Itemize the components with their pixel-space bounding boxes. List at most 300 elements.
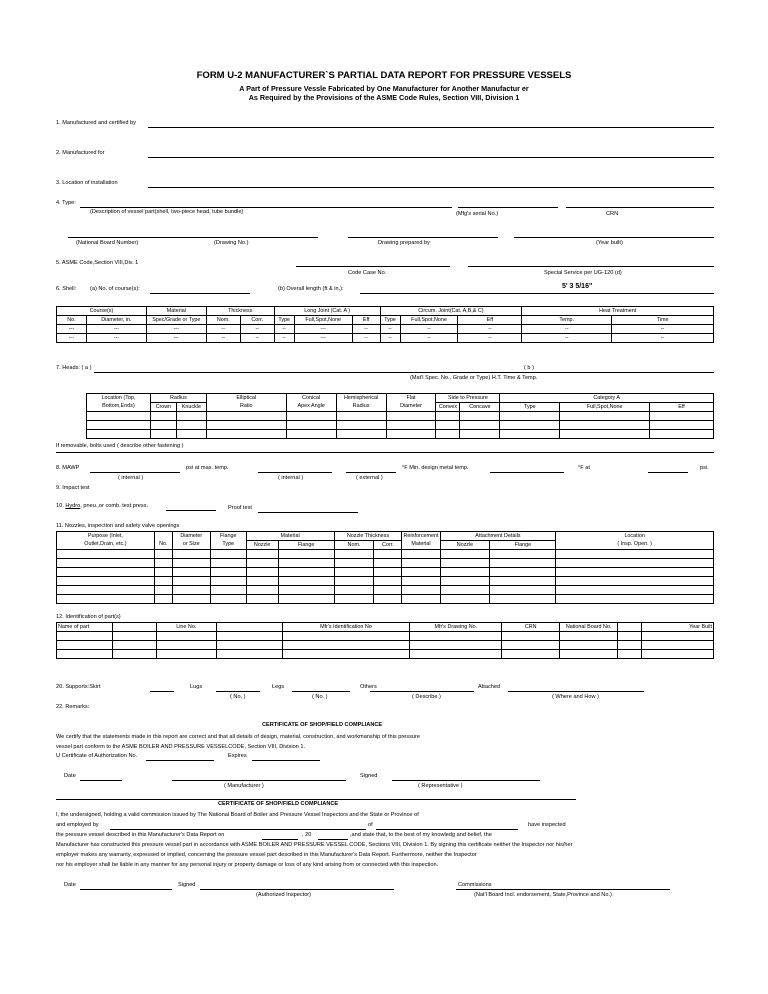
cell[interactable]: --- (86, 325, 146, 334)
ident-col-mfr-id: Mfr's Identification No (282, 623, 410, 632)
cell[interactable] (246, 595, 278, 604)
cert2-date-field[interactable] (80, 889, 172, 890)
cell[interactable] (210, 550, 246, 559)
nozzles-col-attachment: Attachment Details (440, 532, 556, 541)
cell[interactable] (154, 595, 172, 604)
cert2-line4: Manufacturer has constructed this pressure vessel part in accordance with ASME BOILER AND PRESSURE VESSEL CODE, Sections VIII, Division 1. By signing this certificate neither the Inspector nor his/her (56, 842, 573, 848)
cell[interactable] (334, 595, 374, 604)
nozzles-col-reinforcement: Reinforcement (403, 532, 439, 539)
hydro-text: Hydro (65, 503, 81, 509)
cell[interactable] (334, 559, 374, 568)
cell[interactable] (556, 550, 714, 559)
length-value: 5' 3 5/16" (562, 283, 593, 290)
cell[interactable] (402, 577, 440, 586)
cell[interactable]: -- (274, 325, 294, 334)
cell[interactable] (172, 568, 210, 577)
cell[interactable] (440, 568, 490, 577)
crn-field[interactable] (566, 207, 714, 208)
psi-label: psi. (700, 465, 709, 471)
cell[interactable] (642, 641, 714, 650)
cell[interactable]: -- (240, 325, 274, 334)
cert1-title: CERTIFICATE OF SHOP/FIELD COMPLIANCE (262, 722, 383, 728)
table-row (87, 421, 714, 430)
cell[interactable] (57, 641, 113, 650)
form-subtitle-2: As Required by the Provisions of the ASME Code Rules, Section VIII, Division 1 (248, 93, 520, 102)
shell-label: 6. Shell: (56, 286, 77, 292)
cell[interactable] (374, 577, 402, 586)
table-row (57, 586, 714, 595)
cell[interactable]: -- (352, 325, 380, 334)
cell[interactable]: -- (380, 334, 400, 343)
cell[interactable] (642, 632, 714, 641)
prepared-field[interactable] (348, 237, 498, 238)
cell[interactable]: --- (146, 334, 206, 343)
cell[interactable]: -- (240, 334, 274, 343)
type-field[interactable] (80, 207, 452, 208)
cert2-line5: employer makes any warranty, expressed or implied, concerning the pressure vessel part described in this Manufacturer's Data Report. Furthermore, neither the Inspector (56, 852, 477, 858)
no-caption-1: ( No. ) (230, 694, 246, 700)
cell[interactable] (618, 632, 642, 641)
cell[interactable] (650, 412, 714, 421)
cell[interactable] (112, 650, 156, 659)
cell[interactable] (560, 421, 650, 430)
min-temp-field[interactable] (490, 472, 564, 473)
cell[interactable] (642, 650, 714, 659)
cell[interactable]: -- (612, 334, 714, 343)
length-label: (b) Overall length (ft & in.): (278, 286, 344, 292)
cell[interactable] (282, 650, 410, 659)
ident-col-name: Name of part (57, 623, 113, 632)
cell (112, 623, 156, 632)
cell[interactable] (57, 650, 113, 659)
of-field[interactable] (376, 829, 518, 830)
lugs-field[interactable] (216, 691, 260, 692)
cell[interactable] (556, 595, 714, 604)
cell[interactable] (618, 641, 642, 650)
ident-col-board: National Board No. (560, 623, 618, 632)
cell[interactable] (334, 577, 374, 586)
cell[interactable] (334, 586, 374, 595)
table-row (57, 334, 714, 343)
table-row (57, 577, 714, 586)
col-type-2: Type (380, 316, 400, 325)
cell[interactable] (156, 632, 216, 641)
cell[interactable] (210, 559, 246, 568)
cell[interactable] (402, 568, 440, 577)
cell[interactable] (246, 577, 278, 586)
cell[interactable]: -- (612, 325, 714, 334)
cell[interactable] (282, 641, 410, 650)
cell[interactable] (460, 412, 500, 421)
cell[interactable] (556, 559, 714, 568)
mawp-label: 8. MAWP (56, 465, 80, 471)
asme-code-label: 5. ASME Code,Section VIII,Div. 1 (56, 260, 139, 266)
manufactured-for-field[interactable] (148, 157, 714, 158)
location-label: 3. Location of installation (56, 180, 118, 186)
cell[interactable] (560, 412, 650, 421)
cell[interactable] (156, 650, 216, 659)
cell[interactable] (490, 559, 556, 568)
cell[interactable] (87, 430, 151, 439)
others-field[interactable] (370, 691, 474, 692)
cell[interactable] (246, 550, 278, 559)
cell[interactable] (410, 632, 502, 641)
cell[interactable] (460, 421, 500, 430)
cell[interactable] (436, 412, 460, 421)
heads-col-hemispherical: Hemispherical (336, 394, 386, 403)
cell[interactable] (336, 421, 386, 430)
cell[interactable] (87, 412, 151, 421)
cell[interactable]: --- (294, 334, 352, 343)
cell[interactable]: -- (206, 334, 240, 343)
cell[interactable] (336, 412, 386, 421)
heads-sub-convex: Convex (436, 403, 460, 412)
cert1-date-field[interactable] (80, 780, 122, 781)
cell[interactable] (57, 550, 155, 559)
cell[interactable] (556, 568, 714, 577)
cell[interactable] (246, 568, 278, 577)
cell[interactable] (216, 641, 282, 650)
cell[interactable] (560, 430, 650, 439)
proof-test-field[interactable] (258, 512, 358, 513)
cell[interactable] (500, 430, 560, 439)
cell[interactable] (336, 430, 386, 439)
length-field[interactable] (360, 293, 714, 294)
cell[interactable] (386, 412, 436, 421)
cell[interactable] (206, 412, 286, 421)
cell[interactable] (172, 586, 210, 595)
cell[interactable] (460, 430, 500, 439)
nozzles-col-flange: Flange (210, 532, 246, 541)
cell[interactable] (57, 559, 155, 568)
cert1-line2: vessel part conform to the ASME BOILER AND PRESSURE VESSELCODE, Section VIII, Division 1. (56, 744, 306, 750)
cell[interactable]: --- (86, 334, 146, 343)
manufacturer-field[interactable] (172, 780, 346, 781)
mawp-internal-field[interactable] (90, 472, 180, 473)
cell[interactable] (410, 641, 502, 650)
nozzles-sub-nom: Nom. (334, 541, 374, 550)
cell[interactable] (502, 632, 560, 641)
heads-sub-ratio: Ratio (206, 403, 286, 412)
where-caption: ( Where and How ) (552, 694, 599, 700)
cell[interactable] (440, 559, 490, 568)
cell[interactable] (150, 412, 176, 421)
cell[interactable] (154, 577, 172, 586)
heads-col-flat: Flat (386, 394, 436, 403)
identification-label: 12. Identification of part(s) (56, 614, 121, 620)
cell[interactable]: -- (522, 334, 612, 343)
cell[interactable] (176, 412, 206, 421)
test-press-field[interactable] (166, 510, 216, 511)
table-row (57, 650, 714, 659)
type-label: 4. Type: (56, 200, 76, 206)
cell[interactable] (490, 568, 556, 577)
cell[interactable] (440, 577, 490, 586)
cell[interactable] (650, 421, 714, 430)
external-caption: ( external ) (356, 475, 383, 481)
cell[interactable] (490, 595, 556, 604)
col-full-spot: Full,Spot,None (294, 316, 352, 325)
inspector-field[interactable] (200, 889, 394, 890)
cell[interactable] (172, 559, 210, 568)
heads-b-field[interactable] (410, 372, 714, 373)
cell[interactable] (374, 595, 402, 604)
attached-label: Attached (478, 684, 501, 690)
cell[interactable]: -- (274, 334, 294, 343)
cell[interactable] (502, 641, 560, 650)
manufactured-by-label: 1. Manufactured and certified by (56, 120, 136, 126)
cell[interactable] (650, 430, 714, 439)
cell[interactable] (210, 577, 246, 586)
cell[interactable] (150, 421, 176, 430)
cell[interactable] (156, 641, 216, 650)
nozzles-col-diameter: Diameter (172, 532, 210, 541)
removable-label: If removable, bolts used ( describe other fastening ) (56, 443, 184, 449)
removable-field[interactable] (56, 452, 714, 453)
nozzles-sub-no: No. (154, 541, 172, 550)
cell[interactable]: -- (458, 334, 522, 343)
cell[interactable] (500, 412, 560, 421)
cell[interactable] (286, 412, 336, 421)
cell[interactable] (246, 586, 278, 595)
cell[interactable] (402, 550, 440, 559)
f-at-label: °F at (578, 465, 590, 471)
cert2-title: CERTIFICATE OF SHOP/FIELD COMPLIANCE (218, 801, 339, 807)
cell (216, 623, 282, 632)
cell[interactable] (216, 632, 282, 641)
legs-field[interactable] (292, 691, 350, 692)
col-diameter: Diameter, in. (86, 316, 146, 325)
heads-sub-knuckle: Knuckle (176, 403, 206, 412)
employed-by-field[interactable] (110, 829, 366, 830)
heads-col-category: Category A (500, 394, 714, 403)
cell[interactable] (560, 632, 618, 641)
cert1-signed-label: Signed (360, 773, 378, 779)
cell[interactable] (560, 650, 618, 659)
cell[interactable] (556, 577, 714, 586)
f-at-field[interactable] (648, 472, 688, 473)
form-title: FORM U-2 MANUFACTURER`S PARTIAL DATA REPORT FOR PRESSURE VESSELS (196, 70, 572, 81)
cell[interactable] (150, 430, 176, 439)
cell[interactable] (560, 641, 618, 650)
cell[interactable] (286, 430, 336, 439)
table-row (57, 595, 714, 604)
col-time: Time (612, 316, 714, 325)
cell[interactable] (57, 577, 155, 586)
cell[interactable] (374, 586, 402, 595)
heads-sub-type: Type (500, 403, 560, 412)
nozzles-table (56, 531, 714, 604)
cert1-line1: We certify that the statements made in this report are correct and that all details of design, material, construction, and workmanship of this pressure (56, 734, 420, 740)
year-20-field[interactable] (318, 839, 348, 840)
cell[interactable] (57, 586, 155, 595)
cell[interactable] (440, 586, 490, 595)
cell[interactable] (374, 568, 402, 577)
cell[interactable] (154, 550, 172, 559)
code-case-field[interactable] (296, 266, 450, 267)
cert2-line3a: the pressure vessel described in this Manufacturer's Data Report on (56, 832, 225, 838)
commissions-field[interactable] (456, 889, 670, 890)
cell[interactable] (334, 568, 374, 577)
grp-material: Material (146, 307, 206, 316)
cell[interactable]: -- (400, 334, 458, 343)
serial-field[interactable] (458, 207, 558, 208)
grp-thickness: Thickness (206, 307, 274, 316)
drawing-caption: (Drawing No.) (214, 240, 249, 246)
cell[interactable] (172, 595, 210, 604)
cell[interactable] (206, 430, 286, 439)
cell[interactable] (402, 586, 440, 595)
test-press-suffix: , pneu.,or comb. test press. (80, 503, 149, 509)
nozzles-col-purpose: Purpose (Inlet, (57, 532, 155, 541)
cell[interactable] (57, 568, 155, 577)
expires-field[interactable] (252, 760, 320, 761)
col-temp: Temp. (522, 316, 612, 325)
identification-table (56, 622, 714, 659)
nozzles-col-blank (154, 532, 172, 541)
cell[interactable] (402, 559, 440, 568)
cell[interactable] (386, 421, 436, 430)
cell[interactable] (154, 559, 172, 568)
heads-sub-radius: Radius (336, 403, 386, 412)
cert2-signed-label: Signed (178, 882, 196, 888)
col-spec: Spec/Grade or Type (146, 316, 206, 325)
cell[interactable] (618, 650, 642, 659)
cell[interactable] (374, 559, 402, 568)
skirt-field[interactable] (150, 691, 174, 692)
remarks-label: 22. Remarks: (56, 704, 90, 710)
cell[interactable] (436, 430, 460, 439)
shell-table (56, 306, 714, 343)
cell[interactable] (278, 595, 334, 604)
cell[interactable] (440, 595, 490, 604)
cell[interactable] (282, 632, 410, 641)
cell[interactable] (112, 641, 156, 650)
col-nom: Nom. (206, 316, 240, 325)
cell[interactable] (216, 650, 282, 659)
cell[interactable] (57, 632, 113, 641)
cell[interactable] (334, 550, 374, 559)
cell[interactable] (556, 586, 714, 595)
grp-courses: Course(s) (57, 307, 147, 316)
heads-sub-eff: Eff (650, 403, 714, 412)
cell[interactable] (436, 421, 460, 430)
cell[interactable] (154, 568, 172, 577)
cell[interactable] (87, 421, 151, 430)
cell[interactable]: -- (352, 334, 380, 343)
cell[interactable]: -- (380, 325, 400, 334)
cell[interactable]: -- (522, 325, 612, 334)
cell[interactable] (278, 568, 334, 577)
nozzles-sub-att-flange: Flange (490, 541, 556, 550)
board-caption: (National Board Number) (76, 240, 139, 246)
cell[interactable]: -- (400, 325, 458, 334)
auth-no-field[interactable] (146, 760, 214, 761)
cell[interactable]: --- (57, 325, 87, 334)
cell[interactable] (57, 595, 155, 604)
cell[interactable] (386, 430, 436, 439)
courses-field[interactable] (150, 293, 250, 294)
cell[interactable] (490, 550, 556, 559)
cell[interactable] (210, 595, 246, 604)
cell[interactable] (210, 586, 246, 595)
cell[interactable] (112, 632, 156, 641)
crn-caption: CRN (606, 211, 619, 217)
max-temp-ext-field[interactable] (346, 472, 396, 473)
cert2-line2a: and employed by (56, 822, 99, 828)
nozzles-sub-corr: Corr. (374, 541, 402, 550)
cell[interactable] (246, 559, 278, 568)
inspected-on-field[interactable] (262, 839, 298, 840)
cert2-divider (56, 799, 576, 800)
manufactured-by-field[interactable] (148, 127, 714, 128)
cell[interactable] (176, 421, 206, 430)
cell[interactable] (172, 577, 210, 586)
cell[interactable]: -- (458, 325, 522, 334)
cert2-line6: nor his employer shall be liable in any manner for any personal injury or property damage or loss of any kind arising from or connected with this inspection. (56, 862, 439, 868)
heads-col-conical: Conical (286, 394, 336, 403)
grp-circum-joint: Circum. Joint(Cat. A,B,& C) (380, 307, 522, 316)
cell[interactable] (374, 550, 402, 559)
cell[interactable] (154, 586, 172, 595)
cell[interactable] (490, 577, 556, 586)
table-row (57, 632, 714, 641)
cell[interactable] (502, 650, 560, 659)
manufacturer-caption: ( Manufacturer ) (224, 783, 264, 789)
nozzles-label: 11. Nozzles, inspection and safety valve openings (56, 523, 180, 529)
year-field[interactable] (514, 237, 714, 238)
cell[interactable] (206, 421, 286, 430)
cell[interactable] (410, 650, 502, 659)
cell[interactable] (278, 586, 334, 595)
cell[interactable]: --- (294, 325, 352, 334)
cell[interactable] (440, 550, 490, 559)
cert2-date-label: Date (64, 882, 76, 888)
special-service-caption: Special Service per UG-120 (d) (544, 270, 622, 276)
cell[interactable] (500, 421, 560, 430)
table-row (87, 430, 714, 439)
cell[interactable] (210, 568, 246, 577)
cell[interactable] (286, 421, 336, 430)
cell[interactable] (278, 577, 334, 586)
cell[interactable] (278, 550, 334, 559)
representative-field[interactable] (392, 780, 540, 781)
cell[interactable]: -- (206, 325, 240, 334)
cell[interactable] (172, 550, 210, 559)
heads-b-label: ( b ) (524, 365, 534, 371)
heads-sub-apex: Apex Angle (286, 403, 336, 412)
heads-sub-bottom: Bottom,Ends) (87, 403, 151, 412)
board-field[interactable] (68, 237, 318, 238)
attached-field[interactable] (508, 691, 644, 692)
table-row (57, 559, 714, 568)
cell[interactable] (402, 595, 440, 604)
cell[interactable]: --- (146, 325, 206, 334)
cell (618, 623, 642, 632)
cert2-line1: I, the undersigned, holding a valid commission issued by The National Board of Boiler and Pressure Vessel Inspectors and the State or Province of (56, 812, 419, 818)
nozzles-sub-flange: Flange (278, 541, 334, 550)
location-field[interactable] (148, 187, 714, 188)
cell[interactable] (176, 430, 206, 439)
cell[interactable] (278, 559, 334, 568)
cell[interactable]: --- (57, 334, 87, 343)
heads-table (86, 393, 714, 439)
cell[interactable] (490, 586, 556, 595)
col-full-spot-2: Full,Spot,None (400, 316, 458, 325)
heads-sub-full-spot: Full,Spot,None (560, 403, 650, 412)
special-service-field[interactable] (468, 266, 714, 267)
max-temp-field[interactable] (258, 472, 332, 473)
